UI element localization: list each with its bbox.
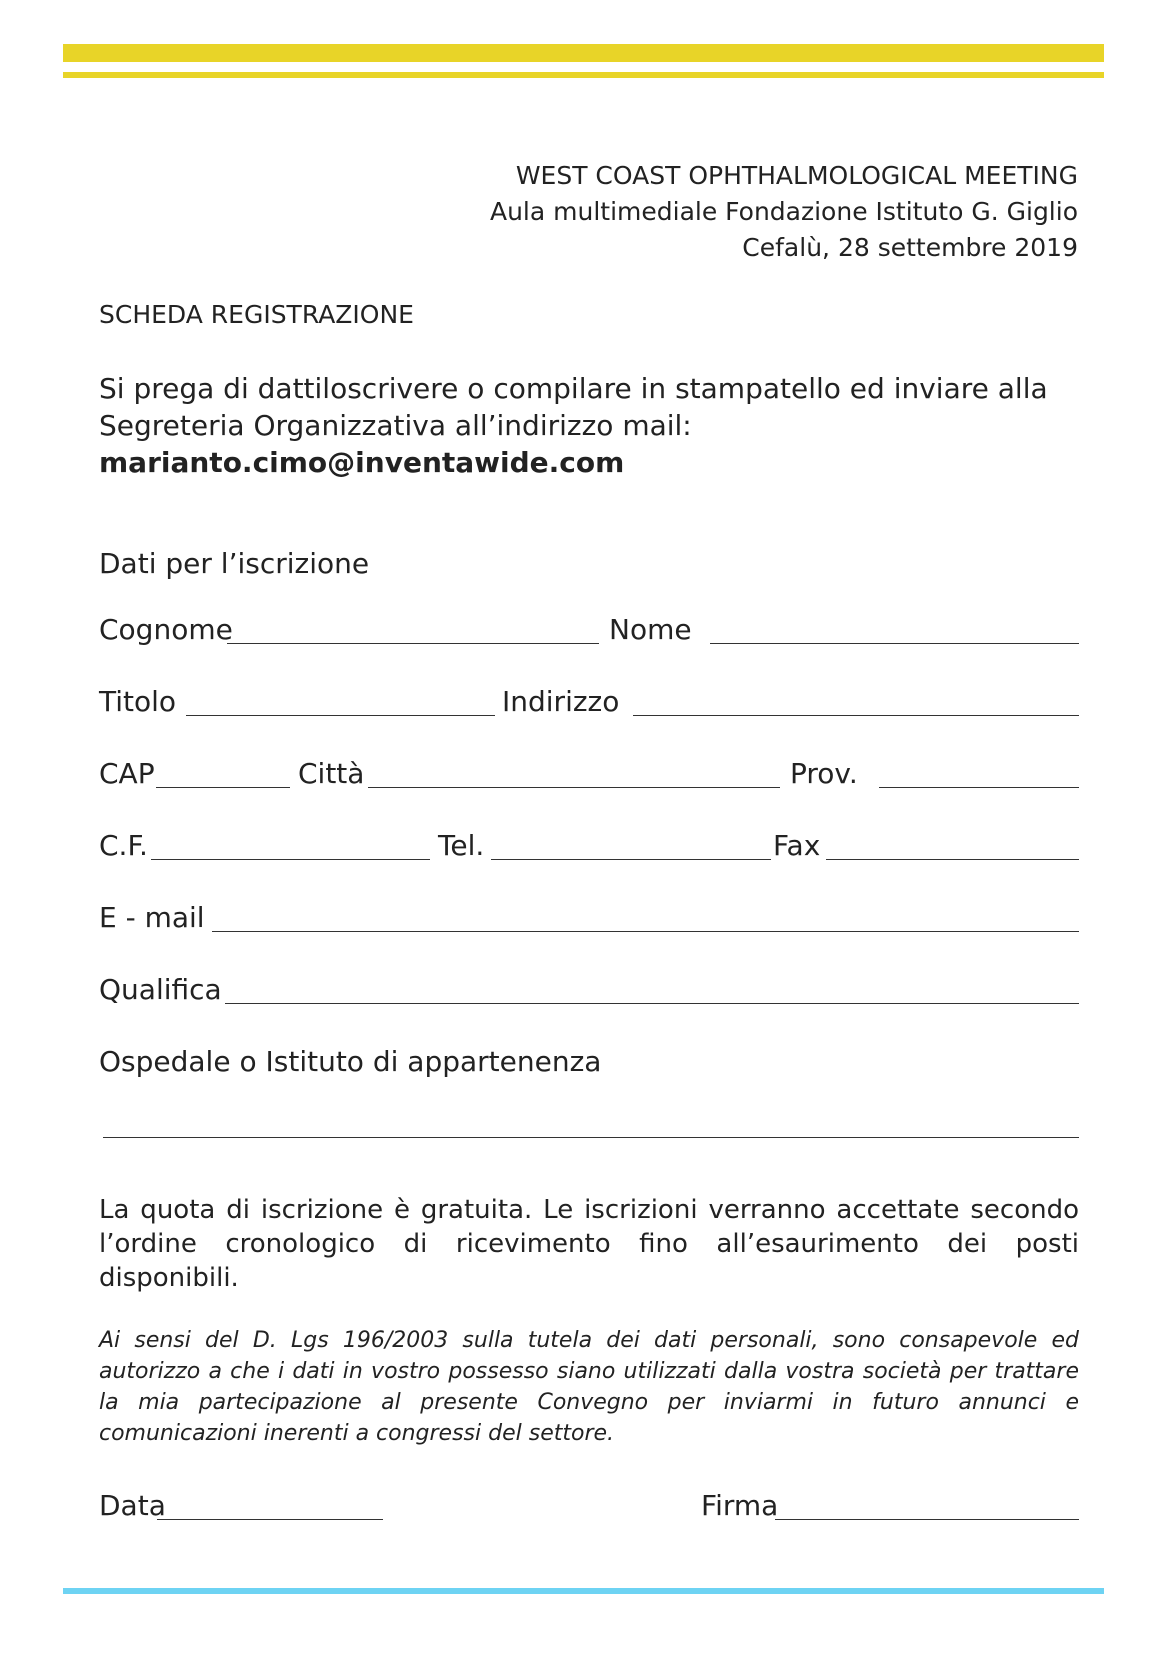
cf-field[interactable] (151, 859, 430, 860)
intro-line-2: Segreteria Organizzativa all’indirizzo mail: (99, 409, 692, 442)
cap-label: CAP (99, 757, 155, 790)
row-titolo-indirizzo (99, 682, 1079, 722)
firma-field[interactable] (775, 1519, 1079, 1520)
privacy-notice: Ai sensi del D. Lgs 196/2003 sulla tutela dei dati personali, sono consapevole ed autorizzo a che i dati in vostro possesso siano utilizzati dalla vostra società per trattare la mia partecipazione al presente Convegno per inviarmi in futuro annunci e comunicazioni inerenti a congressi del settore. (99, 1328, 1079, 1446)
indirizzo-label: Indirizzo (502, 685, 620, 718)
titolo-label: Titolo (99, 685, 177, 718)
event-venue: Aula multimediale Fondazione Istituto G. Giglio (489, 197, 1078, 226)
row-email (99, 898, 1079, 938)
top-yellow-bar (63, 44, 1104, 62)
ospedale-field[interactable] (103, 1137, 1079, 1138)
event-header (490, 158, 1078, 266)
row-ospedale-field (99, 1104, 1079, 1144)
qualifica-label: Qualifica (99, 973, 222, 1006)
nome-label: Nome (609, 613, 692, 646)
row-data-firma (99, 1486, 1079, 1526)
event-date: Cefalù, 28 settembre 2019 (742, 233, 1078, 262)
cognome-field[interactable] (227, 643, 599, 644)
contact-email-link[interactable]: marianto.cimo@inventawide.com (99, 446, 625, 479)
prov-label: Prov. (790, 757, 858, 790)
intro-text (99, 370, 1089, 481)
fax-field[interactable] (826, 859, 1079, 860)
row-cf-tel-fax (99, 826, 1079, 866)
ospedale-label: Ospedale o Istituto di appartenenza (99, 1045, 602, 1078)
section-title: Dati per l’iscrizione (99, 547, 370, 580)
form-title: SCHEDA REGISTRAZIONE (99, 300, 414, 329)
intro-line-1: Si prega di dattiloscrivere o compilare in stampatello ed inviare alla (99, 372, 1048, 405)
cognome-label: Cognome (99, 613, 233, 646)
citta-label: Città (298, 757, 365, 790)
data-field[interactable] (157, 1519, 383, 1520)
bottom-blue-bar (63, 1588, 1104, 1594)
citta-field[interactable] (368, 787, 780, 788)
cap-field[interactable] (156, 787, 290, 788)
prov-field[interactable] (879, 787, 1079, 788)
indirizzo-field[interactable] (633, 715, 1079, 716)
event-title: WEST COAST OPHTHALMOLOGICAL MEETING (515, 161, 1078, 190)
qualifica-field[interactable] (225, 1003, 1079, 1004)
fax-label: Fax (773, 829, 821, 862)
email-label: E - mail (99, 901, 205, 934)
fee-note: La quota di iscrizione è gratuita. Le iscrizioni verranno accettate secondo l’ordine cronologico di ricevimento fino all’esaurimento dei posti disponibili. (99, 1195, 1079, 1293)
row-cap-citta-prov (99, 754, 1079, 794)
tel-label: Tel. (438, 829, 485, 862)
titolo-field[interactable] (186, 715, 495, 716)
nome-field[interactable] (710, 643, 1079, 644)
tel-field[interactable] (491, 859, 771, 860)
row-cognome-nome (99, 610, 1079, 650)
row-ospedale-label (99, 1042, 1079, 1082)
data-label: Data (99, 1489, 166, 1522)
row-qualifica (99, 970, 1079, 1010)
cf-label: C.F. (99, 829, 148, 862)
top-yellow-thin-bar (63, 72, 1104, 78)
firma-label: Firma (701, 1489, 779, 1522)
email-field[interactable] (212, 931, 1079, 932)
